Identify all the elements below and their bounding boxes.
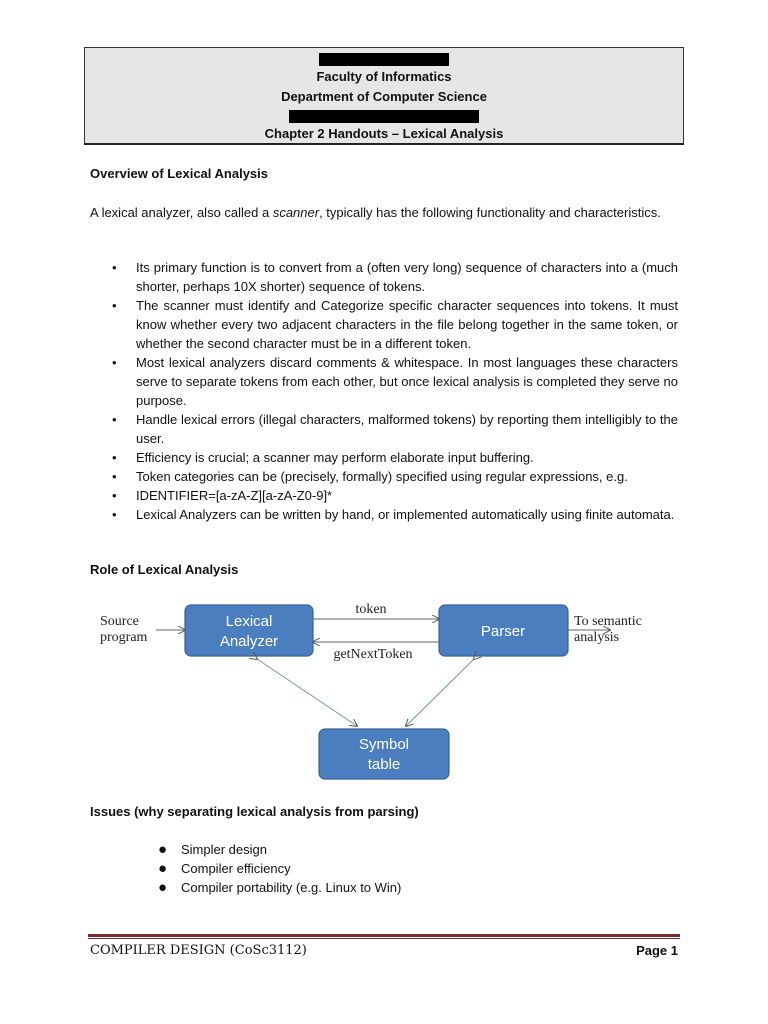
redaction-bar-top: [319, 53, 449, 66]
list-item: [90, 353, 678, 410]
intro-emphasis: scanner: [272, 205, 320, 220]
source-program-label-1: Source: [100, 614, 139, 629]
bullet-icon: •: [112, 355, 117, 370]
source-program-label-2: program: [100, 630, 148, 645]
list-item-text: IDENTIFIER=[a-zA-Z][a-zA-Z0-9]*: [136, 488, 333, 503]
list-item-text: Compiler efficiency: [181, 861, 291, 876]
list-item-text: Most lexical analyzers discard comments & whitespace. In most languages these characters serve to separate tokens from each other, but once lexical analysis is completed they serve no purpose.: [136, 355, 678, 408]
bullet-icon: •: [112, 488, 117, 503]
footer-course: COMPILER DESIGN (CoSc3112): [90, 943, 307, 958]
list-item-text: Handle lexical errors (illegal characters, malformed tokens) by reporting them intelligibly to the user.: [136, 412, 678, 446]
list-item-text: Compiler portability (e.g. Linux to Win): [181, 880, 402, 895]
bullet-icon: ●: [158, 860, 168, 877]
list-item: [90, 448, 678, 467]
issues-heading: Issues (why separating lexical analysis from parsing): [90, 804, 419, 819]
intro-text-before: A lexical analyzer, also called a: [90, 205, 273, 220]
list-item: [90, 410, 678, 448]
overview-bullet-list: [90, 258, 678, 524]
list-item: [90, 296, 678, 353]
get-next-token-label: getNextToken: [333, 647, 413, 662]
bullet-icon: •: [112, 412, 117, 427]
chapter-title: Chapter 2 Handouts – Lexical Analysis: [264, 126, 504, 141]
header-box: [84, 47, 684, 145]
bullet-icon: •: [112, 507, 117, 522]
lexical-analysis-diagram: [90, 592, 670, 787]
list-item-text: Efficiency is crucial; a scanner may perform elaborate input buffering.: [136, 450, 534, 465]
bullet-icon: •: [112, 260, 117, 275]
list-item: [90, 859, 401, 878]
lexical-analyzer-label-2: Analyzer: [219, 633, 279, 650]
list-item: [90, 258, 678, 296]
list-item: [90, 878, 401, 897]
list-item-text: The scanner must identify and Categorize specific character sequences into tokens. It must know whether every two adjacent characters in the file belong together in the same token, or whether the second character must be in a different token.: [136, 298, 678, 351]
list-item-text: Lexical Analyzers can be written by hand, or implemented automatically using finite automata.: [136, 507, 675, 522]
footer-rule-thin: [88, 938, 680, 939]
list-item-text: Simpler design: [181, 842, 267, 857]
list-item: [90, 840, 401, 859]
list-item: [90, 505, 678, 524]
overview-heading: Overview of Lexical Analysis: [90, 166, 268, 181]
token-label: token: [355, 602, 387, 617]
faculty-title: Faculty of Informatics: [316, 69, 452, 84]
bullet-icon: •: [112, 298, 117, 313]
list-item-text: Token categories can be (precisely, formally) specified using regular expressions, e.g.: [136, 469, 628, 484]
lexical-analyzer-label-1: Lexical: [225, 613, 273, 630]
parser-symbol-link: [406, 659, 474, 726]
list-item: [90, 486, 678, 505]
list-item-text: Its primary function is to convert from a (often very long) sequence of characters into a (much shorter, perhaps 10X shorter) sequence of tokens.: [136, 260, 678, 294]
role-heading: Role of Lexical Analysis: [90, 562, 239, 577]
bullet-icon: •: [112, 450, 117, 465]
parser-label: Parser: [480, 623, 526, 640]
list-item: [90, 467, 678, 486]
redaction-bar-bottom: [289, 110, 479, 123]
bullet-icon: ●: [158, 879, 168, 896]
department-title: Department of Computer Science: [281, 89, 487, 104]
symbol-table-label-1: Symbol: [358, 736, 410, 753]
intro-text-after: , typically has the following functionality and characteristics.: [319, 205, 661, 220]
overview-intro: [90, 203, 678, 222]
symbol-table-label-2: table: [367, 756, 401, 773]
semantic-analysis-label-1: To semantic: [574, 614, 642, 629]
bullet-icon: ●: [158, 841, 168, 858]
bullet-icon: •: [112, 469, 117, 484]
issues-list: [90, 840, 401, 897]
footer-page-number: Page 1: [636, 943, 678, 958]
semantic-analysis-label-2: analysis: [574, 630, 620, 645]
footer-rule-thick: [88, 934, 680, 937]
lexer-symbol-link: [257, 659, 357, 726]
